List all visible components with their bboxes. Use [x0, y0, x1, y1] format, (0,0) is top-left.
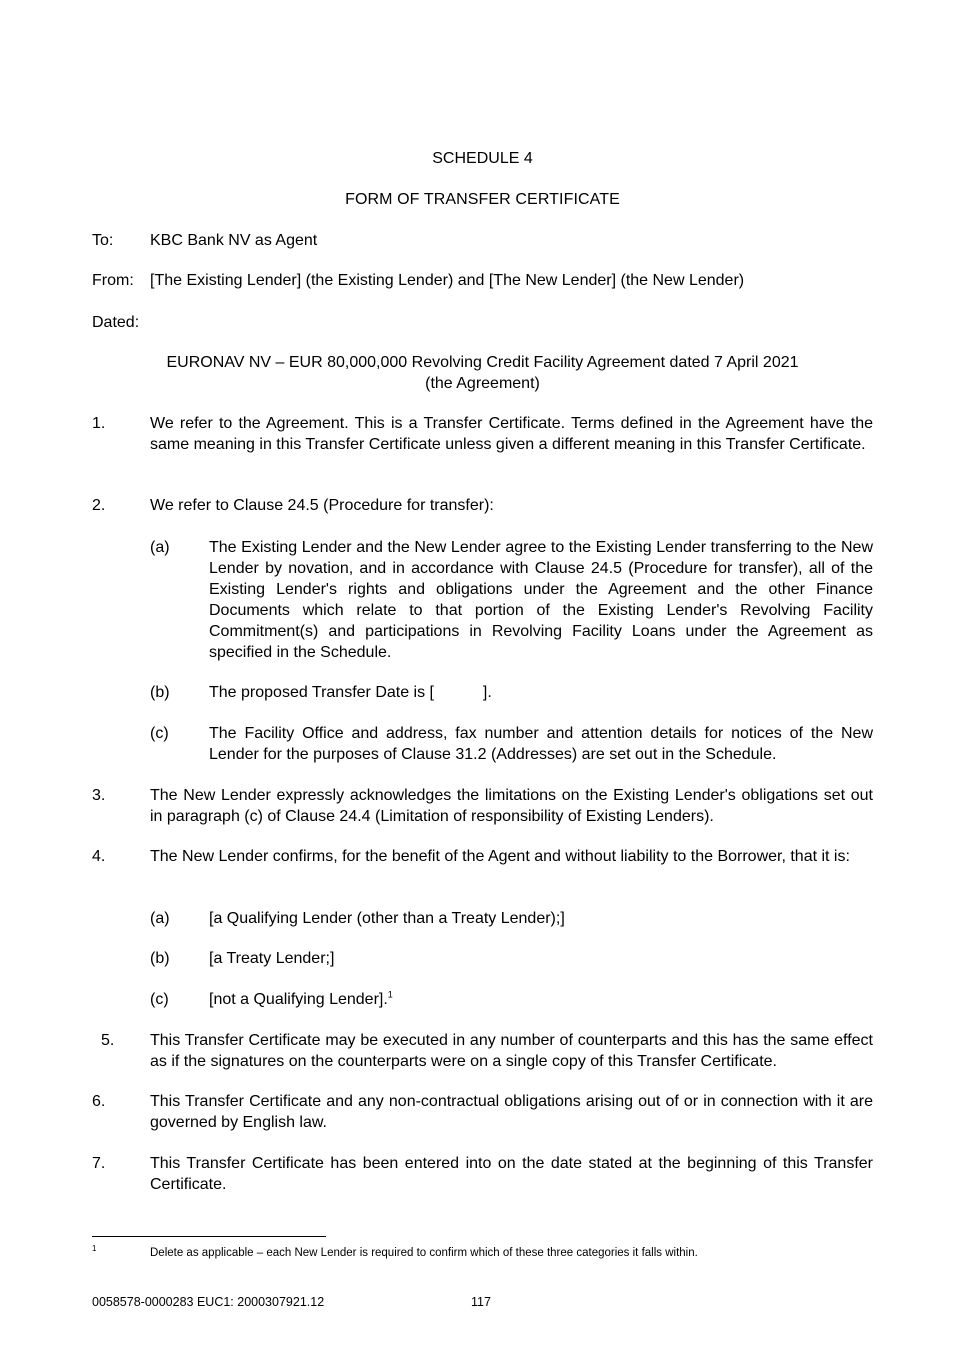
clause-3-text: The New Lender expressly acknowledges the limitations on the Existing Lender's obligations set out in paragraph (c) of Clause 24.4 (Limitation of responsibility of Existing Lenders). — [150, 787, 873, 825]
clause-2b-text: The proposed Transfer Date is [ ]. — [209, 684, 492, 701]
from-label: From: — [92, 272, 134, 289]
clause-4a-label: (a) — [150, 910, 170, 927]
clause-4c-text: [not a Qualifying Lender]. — [209, 991, 388, 1008]
clause-6-number: 6. — [92, 1093, 106, 1110]
clause-4a-text: [a Qualifying Lender (other than a Treaty Lender);] — [209, 910, 565, 927]
clause-4-text: The New Lender confirms, for the benefit of the Agent and without liability to the Borrower, that it is: — [150, 848, 850, 865]
footnote-ref[interactable]: 1 — [387, 989, 393, 1000]
clause-4c-line — [209, 989, 393, 1010]
clause-2c-text: The Facility Office and address, fax number and attention details for notices of the New Lender for the purposes of Clause 31.2 (Addresses) are set out in the Schedule. — [209, 725, 873, 763]
document-title: FORM OF TRANSFER CERTIFICATE — [345, 191, 620, 208]
clause-5-text: This Transfer Certificate may be executed in any number of counterparts and this has the same effect as if the signatures on the counterparts were on a single copy of this Transfer Certificate. — [150, 1032, 873, 1070]
clause-3-number: 3. — [92, 787, 106, 804]
document-reference: 0058578-0000283 EUC1: 2000307921.12 — [92, 1295, 325, 1309]
clause-4b-text: [a Treaty Lender;] — [209, 950, 335, 967]
footnote-separator — [92, 1236, 326, 1237]
clause-4b-label: (b) — [150, 950, 170, 967]
page-number: 117 — [471, 1295, 491, 1309]
clause-5-number: 5. — [101, 1032, 115, 1049]
clause-4c-label: (c) — [150, 991, 169, 1008]
clause-2b-label: (b) — [150, 684, 170, 701]
clause-2c-label: (c) — [150, 725, 169, 742]
clause-1-number: 1. — [92, 415, 106, 432]
clause-2a-label: (a) — [150, 539, 170, 556]
dated-label: Dated: — [92, 314, 140, 331]
clause-1-text: We refer to the Agreement. This is a Transfer Certificate. Terms defined in the Agreement have the same meaning in this Transfer Certificate unless given a different meaning in this Transfer Certificate. — [150, 415, 873, 453]
clause-2-text: We refer to Clause 24.5 (Procedure for transfer): — [150, 497, 494, 514]
from-value: [The Existing Lender] (the Existing Lender) and [The New Lender] (the New Lender) — [150, 272, 745, 289]
agreement-title-line1: EURONAV NV – EUR 80,000,000 Revolving Credit Facility Agreement dated 7 April 2021 — [166, 354, 799, 371]
clause-2a-text: The Existing Lender and the New Lender agree to the Existing Lender transferring to the New Lender by novation, and in accordance with Clause 24.5 (Procedure for transfer), all of the Existing Lender's rights and obligations under the Agreement and the other Finance Documents which relate to that portion of the Existing Lender's Revolving Facility Commitment(s) and participations in Revolving Facility Loans under the Agreement as specified in the Schedule. — [209, 539, 873, 661]
to-value: KBC Bank NV as Agent — [150, 232, 318, 249]
clause-4-number: 4. — [92, 848, 106, 865]
clause-7-text: This Transfer Certificate has been entered into on the date stated at the beginning of this Transfer Certificate. — [150, 1155, 873, 1193]
clause-6-text: This Transfer Certificate and any non-contractual obligations arising out of or in connection with it are governed by English law. — [150, 1093, 873, 1131]
schedule-heading: SCHEDULE 4 — [432, 150, 533, 167]
clause-7-number: 7. — [92, 1155, 106, 1172]
footnote-number: 1 — [92, 1244, 97, 1253]
to-label: To: — [92, 232, 114, 249]
clause-2-number: 2. — [92, 497, 106, 514]
agreement-title-line2: (the Agreement) — [425, 375, 540, 392]
footnote-text: Delete as applicable – each New Lender is required to confirm which of these three categories it falls within. — [150, 1247, 698, 1259]
